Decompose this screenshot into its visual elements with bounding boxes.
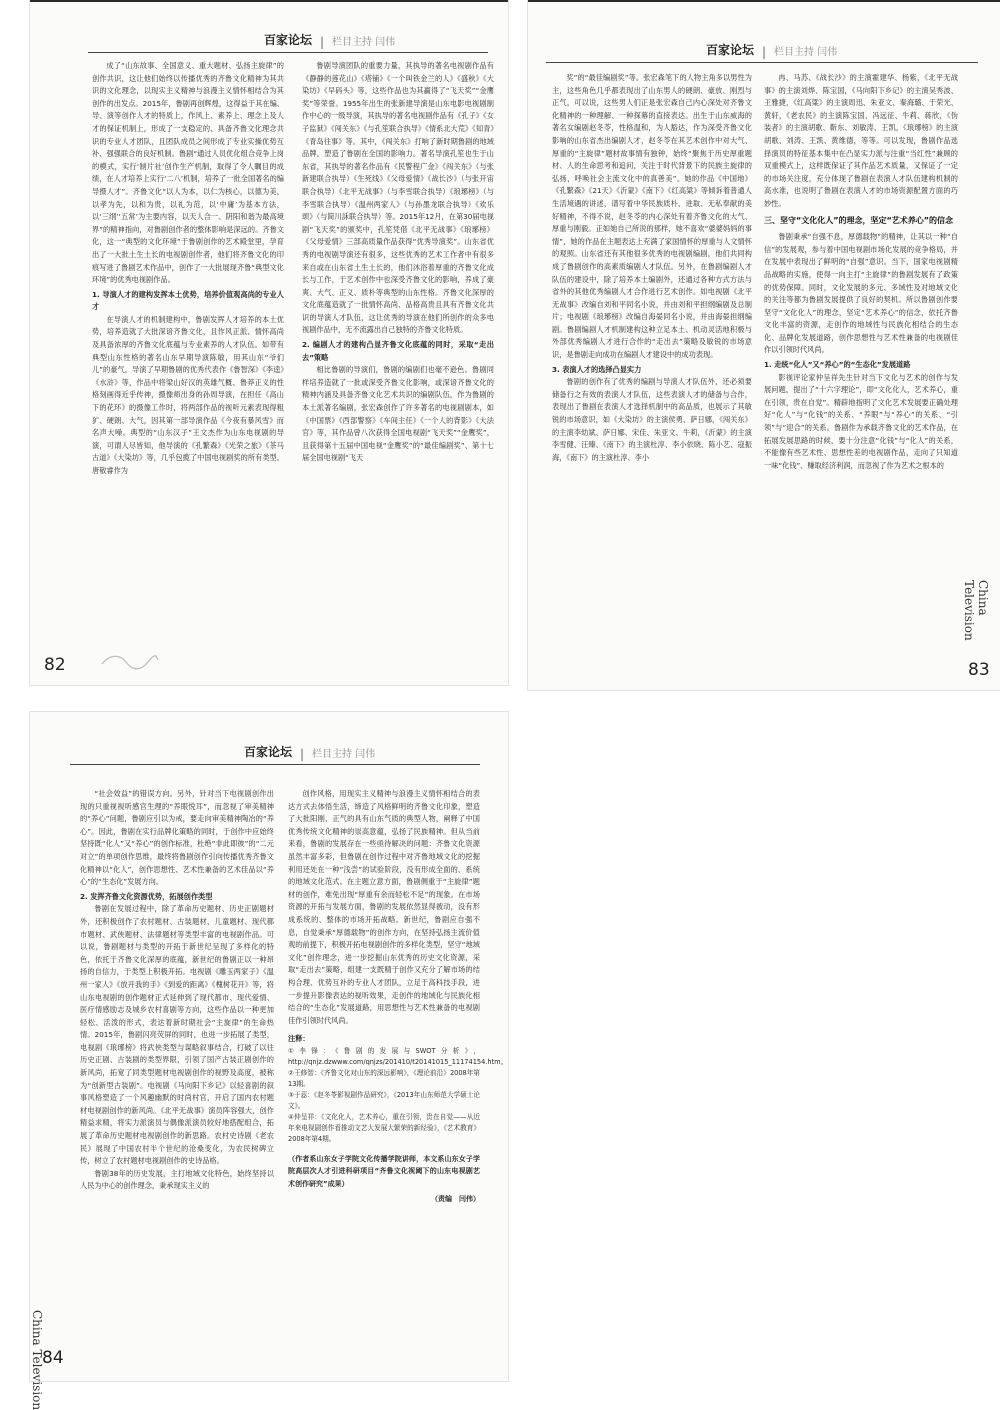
text-column-left (92, 60, 284, 660)
paragraph: 冉、马苏、《战长沙》的主演霍建华、杨紫，《北平无战事》的主演刘烨、陈宝国，《马向阳下乡记》的主演吴秀波、王雅捷，《红高粱》的主演周迅、朱亚文、秦海璐、于荣光、黄轩，《老农民》的主演陈宝国、冯远征、牛莉、蒋欣，《伪装者》的主演胡歌、靳东、刘敏涛、王凯，《琅琊榜》的主演胡歌、刘涛、王凯、黄维德，等等。可以发现，鲁剧作品选择演员的特征基本集中在凸显实力派与注重“当红性”兼顾的双重模式上，这样既保证了其作品艺术质量，又保证了一定的市场关注度，充分体现了鲁剧在表演人才队伍建构机制的高水准，也说明了鲁剧在表演人才的市场资源配置方面的巧妙性。 (764, 73, 958, 208)
section-subheading: 1. 走统“化人”又“养心”的“生态化”发展道路 (764, 360, 911, 370)
text-column-left (80, 788, 274, 1374)
column-host: 栏目主持 闫伟 (312, 749, 376, 760)
spine-brand: China Television (962, 580, 990, 641)
section-subheading: 2. 发挥齐鲁文化资源优势，拓展创作类型 (80, 891, 213, 901)
paragraph: 鲁剧在发展过程中，除了革命历史题材、历史正剧题材外，还积极创作了农村题材、古装题材、儿童题材、现代都市题材、武侠题材、法律题材等类型丰富的电视剧作品。可以说，鲁剧题材与类型的开拓于新世纪呈现了多样化的特色，依托于齐鲁文化深厚的底蕴，新世纪的鲁剧正以一种昂扬的自信力，于类型上积极开拓。电视剧《雕玉两家子》《温州一家人》《放开我的手》《到爱的距离》《槐树花开》等，将山东电视剧的创作题材正式延伸到了现代都市、现代爱情、医疗情感励志及城乡农村喜剧等方向，这些作品以一种更加轻松、活泼的形式，表达着新时期社会“主旋律”的生命热情。2015年，鲁剧闪亮荧屏的同时，也进一步拓展了类型，电视剧《琅琊榜》将武侠类型与谋略叙事结合，打破了以往历史正剧、古装剧的类型界限，引领了国产古装正剧创作的新风尚，拓宽了同类型题材电视剧创作的视野及高度，被称为“创新型古装剧”。电视剧《马向阳下乡记》以轻喜剧的叙事风格塑造了一个风趣幽默的时尚村官，开启了国内农村题材电视剧创作的新风尚。《北平无战事》演员阵容强大，创作精益求精，将实力派演员与偶像派演员较好地搭配组合，拓展了革命历史题材电视剧创作的新思路。农村史诗剧《老农民》展现了中国农村半个世纪的沧桑变化，为农民树碑立传，树立了农村题材电视剧创作的史诗品格。 (80, 904, 274, 1166)
paragraph: 鲁剧秉承“自强不息，厚德载物”的精神，让其以一种“自信”的发展观，参与着中国电视剧市场化发展的竞争格局，并在发展中表现出了鲜明的“自强”意识。当下，国家电视剧精品战略的实施，使得一向主打“主旋律”的鲁剧发展有了政策的优势保障。同时，文化发展的多元、多域性及对地域文化的关注等都为鲁剧发展提供了良好的契机。所以鲁剧创作要坚守“文化化人”的理念，坚定“艺术养心”的信念，依托齐鲁文化丰富的资源，走创作的地域性与民族化相结合的生态化、品牌化发展道路，创作思想性与艺术性兼备的电视剧佳作以引领时代风尚。 (764, 232, 958, 355)
page-84 (30, 712, 508, 1410)
footnote: ①李锋：《鲁剧的发展与SWOT分析》，http://qnjz.dzwww.com/qnjzs/201410/t20141015_11174154.htm。 (288, 1046, 508, 1066)
page-header (70, 730, 480, 765)
text-column-right (288, 788, 508, 1374)
editor-credit: （责编 闫伟） (431, 1194, 480, 1203)
notes-title: 注释： (288, 1034, 310, 1044)
column-title: 百家论坛 (264, 33, 313, 47)
spine-brand: China Television (30, 1310, 44, 1410)
page-header (88, 18, 488, 53)
column-host: 栏目主持 闫伟 (332, 37, 396, 48)
footnote: ③于蕊：《赵冬苓影视剧作品研究》，《2013年山东师范大学硕士论文》。 (288, 1090, 480, 1110)
paragraph: 鲁剧38年的历史发展，主打地域文化特色，始终坚持以人民为中心的创作理念，秉承现实主义的 (80, 1168, 274, 1191)
section-heading: 三、坚守“文化化人”的理念，坚定“艺术养心”的信念 (764, 215, 954, 225)
header-divider: | (320, 35, 325, 49)
paragraph: 奖”的“最佳编剧奖”等。张宏森笔下的人物主角多以男性为主，这些角色几乎都表现出了山东男人的硬朗、豪放、刚烈与正气，可以说，这些男人们正是张宏森自己内心深处对齐鲁文化精神的一种理解、一种探幕的直接表达。出生于山东威海的著名女编剧赵冬苓，性格温和，为人豁达，作为深受齐鲁文化影响的山东省杰出编剧人才，赵冬苓在其艺术创作中对大气、厚重的“主旋律”题材故事情有独钟，始终“聚焦于历史厚重题材、人的生命思考和追问，关注于时代背景下的民族主旋律的弘扬，呼唤社会主流文化中的真善美”。她的作品《中国地》《孔繁森》《21天》《沂蒙》《南下》《红高粱》等倾诉着普通人生活境遇的讲述，谱写着中华民族质朴、进取、无私奉献的美好精神，不得不说，赵冬苓的内心深处有着齐鲁文化的大气、厚重与刚毅。正如她自己所说的那样，她不喜欢“婆婆妈妈的事情”，她的作品在主题表达上充满了家国情怀的厚重与人文情怀的观照。山东省还有其他很多优秀的电视剧编剧，他们共同构成了鲁剧创作的高素质编剧人才队伍。另外，在鲁剧编剧人才队伍的建设中，除了培养本土编剧外，还通过各种方式方法与省外的其他优秀编剧人才合作进行艺术创作。如电视剧《北平无战事》改编自刘和平同名小说，并由刘和平担纲编剧及总制片；电视剧《琅琊榜》改编自海晏同名小说，并由海晏担纲编剧。鲁剧编剧人才机制建构这种立足本土、机动灵活地积极与外部优秀编剧人才进行合作的“走出去”策略及敏锐的市场意识，是鲁剧走向成功在编剧人才建设中的成功表现。 (552, 73, 752, 360)
scan-edge (528, 0, 1000, 2)
page-83 (528, 0, 1000, 690)
paragraph: 创作风格，用现实主义精神与浪漫主义情怀相结合的表达方式去体悟生活，缔造了风格鲜明的齐鲁文化印象，塑造了大批阳刚、正气的具有山东气质的典型人物，阐释了中国优秀传统文化精神的崇高意蕴，弘扬了民族精神。但从当前来看，鲁剧的发展存在一些亟待解决的问题：齐鲁文化资源虽然丰富多彩，但鲁剧在创作过程中对齐鲁地域文化的挖掘利用还处在一种“浅尝”的试验阶段，没有形成全面的、系统的地域文化范式。在主题立意方面，鲁剧侧重于“主旋律”题材的创作，难免出现“厚重有余而轻松不足”的现象。在市场资源的开拓与发展方面，鲁剧的发展依然显得被动，没有形成系统的、整体的市场开拓战略。新世纪，鲁剧应自强不息，自觉秉承“厚德载物”的创作方向，在坚持弘扬主流价值观的前提下，积极开拓电视剧创作的多样化类型，坚守“地域文化”创作理念，进一步挖掘山东优秀的历史文化资源，采取“走出去”策略，组建一支既精于创作又充分了解市场的结构合理、优势互补的专业人才团队，立足于高科技手段，进一步提升影像表达的视听效果，走创作的地域化与民族化相结合的“生态化”发展道路，用思想性与艺术性兼备的电视剧佳作引领时代风尚。 (288, 789, 480, 1025)
scan-edge (30, 0, 508, 2)
paragraph: “社会效益”的错误方向。另外，针对当下电视剧创作出现的只重视视听感官生理的“养眼悦耳”，而忽视了审美精神的“养心”问题，鲁剧应引以为戒，要走向审美精神陶冶的“养心”。因此，鲁剧在实行品牌化策略的同时，于创作中应始终坚持既“化人”又“养心”的创作标准，杜绝“非此即彼”的“二元对立”的单项创作思维，最终将鲁剧创作引向传播优秀齐鲁文化精神以“化人”，创作思想性、艺术性兼备的艺术佳品以“养心”的“生态化”发展方向。 (80, 789, 274, 887)
footnote: ④仲呈祥：《文化化人，艺术养心，重在引领，贵在自觉——从近年来电视剧创作看推动文艺大发展大繁荣的新经验》，《艺术教育》2008年第4期。 (288, 1112, 480, 1143)
section-subheading: 2. 编剧人才的建构凸显齐鲁文化底蕴的同时，采取“走出去”策略 (302, 340, 494, 362)
section-subheading: 3. 表演人才的选择凸显实力 (552, 364, 642, 374)
column-title: 百家论坛 (244, 745, 293, 759)
text-column-right (764, 72, 958, 682)
page-number: 84 (42, 1348, 64, 1368)
page-ornament (100, 650, 160, 674)
text-column-right (302, 60, 494, 660)
section-subheading: 1. 导演人才的建构发挥本土优势，培养价值观高尚的专业人才 (92, 289, 284, 312)
paragraph: 相比鲁剧的导演们，鲁剧的编剧们也毫不逊色。鲁剧同样培养造就了一批或深受齐鲁文化影响，或深谙齐鲁文化的精神内涵及具备齐鲁文化艺术共识的编剧队伍，作为鲁剧的本土派著名编剧，张宏森创作了许多著名的电视剧剧本，如《中国票》《西部警察》《车间主任》《一个人的背影》《大法官》等，其作品曾八次获得全国电视剧“飞天奖”“金鹰奖”，且获得第十五届中国电视“金鹰奖”的“最佳编剧奖”、第十七届全国电视剧“飞天 (302, 365, 494, 463)
text-column-left (552, 72, 752, 682)
column-host: 栏目主持 闫伟 (774, 47, 838, 58)
page-number: 82 (44, 655, 66, 675)
paragraph: 鲁剧的创作有了优秀的编剧与导演人才队伍外，还必须要储备行之有效的表演人才队伍，这些表演人才的储备与合作，表现出了鲁剧在表演人才选择机制中的高品质，也展示了其敏锐的市场意识，如《大染坊》的主演侯勇、萨日娜，《闯关东》的主演李幼斌、萨日娜、宋佳、朱亚文、牛莉，《沂蒙》的主演李雪健、汪臻、《南下》的主演杜淳、李小依晓、陈小艺、寇振海，《南下》的主演杜淳、李小 (552, 377, 752, 462)
page-number: 83 (968, 660, 990, 680)
footnote: ②王修智：《齐鲁文化对山东的深远影响》，《理论前沿》2008年第13期。 (288, 1068, 480, 1088)
paragraph: 成了“山东故事、全国意义、重大题材、弘扬主旋律”的创作共识，这让他们始终以传播优秀的齐鲁文化精神为其共识的文化理念，以现实主义精神与浪漫主义情怀相结合为其创作的出发点。2015年，鲁剧再创辉煌，这得益于其在编、导、演等创作人才的特质上，作风上、素养上、理念上及人才的保证机制上，形成了一支稳定的、具备齐鲁文化理念共识的专业人才团队，且团队成员之间形成了专业实操优势互补、强强联合的良好机制。鲁剧“通过人员优化组合竞争上岗的模式，实行‘制片社’创作生产机制，取得了令人瞩目的成绩，在人才培养上实行‘二八’机制，培养了一批全国著名的编导摄人才”。齐鲁文化“以人为本，以仁为核心，以德为美，以孝为先，以和为贵，以礼为范，以‘中庸’为基本方法，以‘三纲’‘五常’为主要内容，以天人合一、阴阳和谐为最高境界”的精神指向，对鲁剧创作者的整体影响是深远的。齐鲁文化，这一“典型的文化环境”于鲁剧创作的艺术殿堂里，孕育出了一大批土生土长的电视剧创作者，他们将齐鲁文化的印痕写进了鲁剧艺术作品中，创作了一大批展现齐鲁“典型文化环境”的优秀电视剧作品。 (92, 61, 284, 285)
author-note: （作者系山东女子学院文化传播学院讲师，本文系山东女子学院高层次人才引进科研项目“齐鲁文化视阈下的山东电视剧艺术创作研究”成果） (288, 1154, 480, 1189)
header-divider: | (762, 45, 767, 59)
paragraph: 鲁剧导演团队的重要力量，其执导的著名电视剧作品有《静静的莲花山》《塔铺》《一个叫铁金兰的人》《盛秋》《大染坊》《早码头》等，这些作品也为其赢得了“飞天奖”“金鹰奖”等荣誉。1955年出生的张新建导演是山东电影电视剧制作中心的一级导演，其执导的著名电视剧作品有《孔子》《女子监狱》《闯关东》《与孔笙联合执导》《情系北大荒》《知青》《青岛往事》等。其中，《闯关东》打响了新时期鲁剧的地域品牌，塑造了鲁剧在全国的影响力。著名导演孔笙也生于山东省，其执导的著名作品有《民警程广金》《闯关东》（与张新建联合执导）《生死线》《父母爱情》《战长沙》（与张开宙联合执导）《北平无战事》（与李雪联合执导）《琅琊榜》（与李雪联合执导）《温州两家人》（与孙墨龙联合执导）《欢乐颂》（与简川訸联合执导）等。2015年12月，在第30届电视剧“飞天奖”的颁奖中，孔笙凭借《北平无战事》《琅琊榜》《父母爱情》三部高质量作品获得“优秀导演奖”。山东省优秀的电视剧导演还有很多，这些优秀的艺术工作者中有很多来自或在山东省土生土长的，他们沐浴着厚重的齐鲁文化成长与工作，于艺术创作中也深受齐鲁文化的影响，养成了豪爽、大气、正义、质朴等典型的山东性格。齐鲁文化深厚的文化底蕴造就了一批情怀高尚、品格高贵且具有齐鲁文化共识的导演人才队伍，这让优秀的导演在他们所创作的众多电视剧作品中，无不流露出自己独特的齐鲁文化特质。 (302, 61, 494, 335)
header-divider: | (300, 747, 305, 761)
paragraph: 在导演人才的机制建构中，鲁剧发挥人才培养的本土优势，培养造就了大批深谙齐鲁文化，且作风正派、情怀高尚及具备浓厚的齐鲁文化底蕴与专业素养的人才队伍。如带有典型山东性格的著名山东早期导演陈敏，用其山东“爷们儿”的豪气，导演了早期鲁剧的优秀代表作《鲁智深》《李逵》《水浒》等，作品中将梁山好汉的英雄气概、鲁莽正义的性格刻画得近乎传神，摄像师出身的孙周导演，在担任《高山下的花环》的摄像工作时，将两部作品的视听元素表现得粗犷、硬朗、大气，因其第一部导演作品《今夜有暴风雪》而名声大噪。典型的“山东汉子”王文杰作为山东电视剧的导演，可谓人尽皆知，他导演的《孔繁森》《光荣之旅》《茶马古道》《大染坊》等，几乎包揽了中国电视剧奖的所有类型。唐敬睿作为 (92, 314, 284, 475)
paragraph: 影视评论家仲呈祥先生针对当下文化与艺术的创作与发展问题，提出了“十六字理论”，即“文化化人，艺术养心，重在引领，贵在自觉”。精辟地指明了文化艺术发展要正确处理好“化人”与“化钱”的关系、“养眼”与“养心”的关系、“引领”与“迎合”的关系。鲁剧作为承载齐鲁文化的艺术作品，在拓展发展思路的时候，要十分注意“化钱”与“化人”的关系，不能像有些艺术性、思想性差的电视剧作品，走向了只知道一味“化钱”、赚取经济利润，而忽视了作为艺术之根本的 (764, 372, 958, 470)
page-82 (30, 0, 508, 685)
column-title: 百家论坛 (706, 43, 755, 57)
page-header (546, 28, 978, 63)
